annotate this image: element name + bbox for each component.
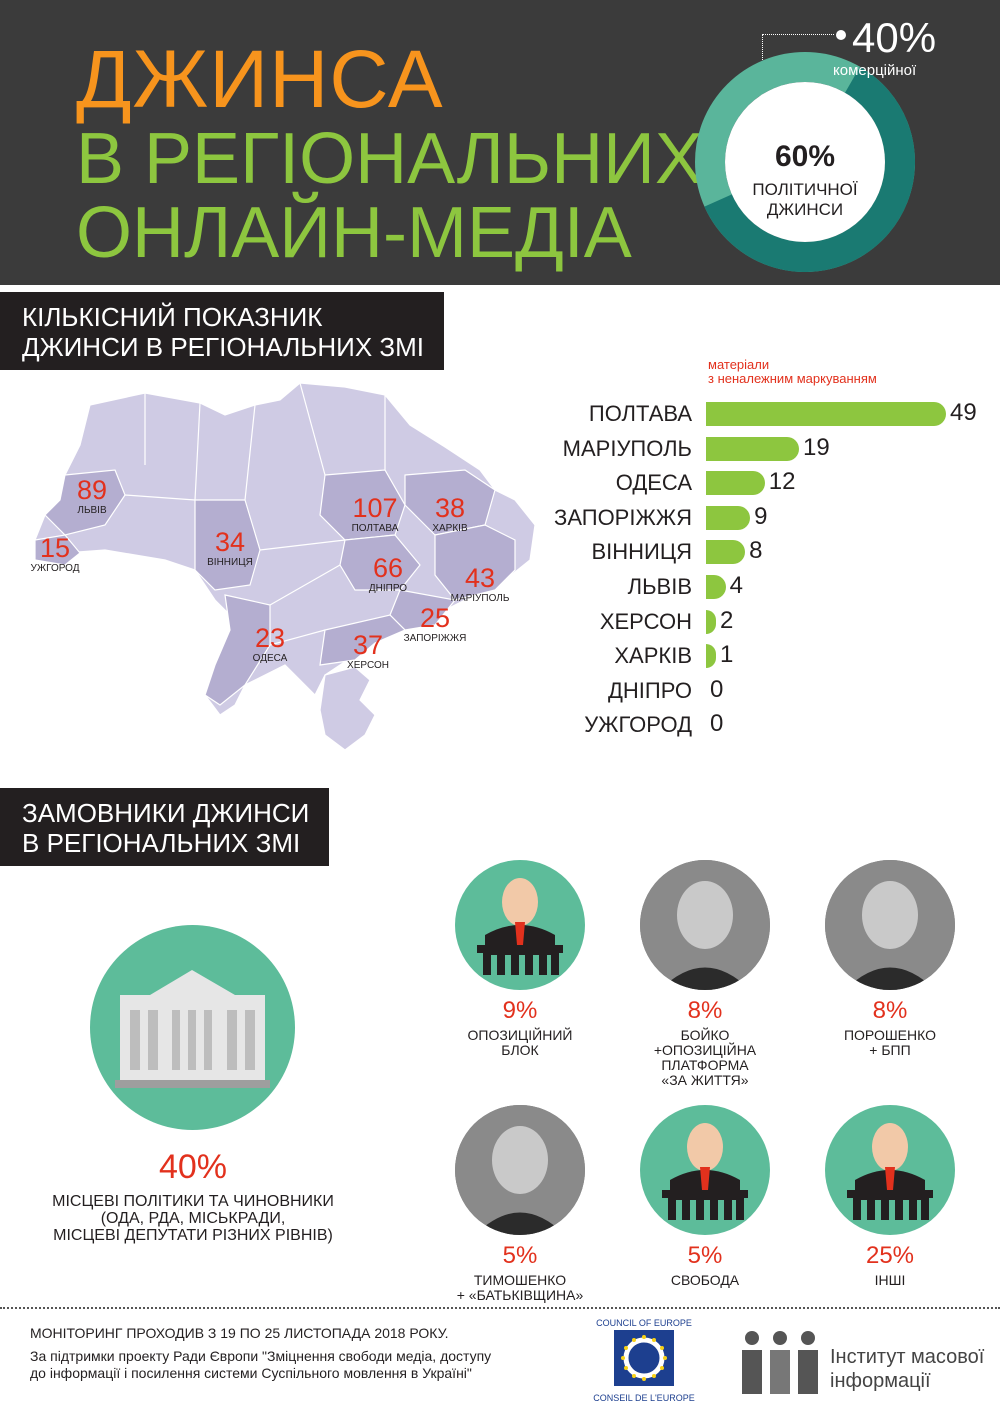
map-name-7: ЗАПОРІЖЖЯ (403, 633, 467, 644)
bar-label-7: ХАРКІВ (614, 643, 692, 669)
imi-logo-icon (740, 1330, 820, 1396)
section1-line2: ДЖИНСИ В РЕГІОНАЛЬНИХ ЗМІ (22, 332, 424, 362)
map-value-5: 66 (372, 553, 404, 583)
main-client-label (18, 1193, 368, 1244)
bar-label-4: ВІННИЦЯ (591, 539, 692, 565)
connector-dot (836, 30, 846, 40)
map-value-0: 89 (76, 475, 108, 505)
map-value-4: 38 (434, 493, 466, 523)
coe-bottom: CONSEIL DE L'EUROPE (593, 1393, 695, 1403)
political-percent: 60% (774, 140, 836, 173)
bar-label-8: ДНІПРО (607, 677, 692, 703)
client-percent-5: 25% (865, 1242, 915, 1269)
imi-text-2: інформації (830, 1370, 931, 1392)
main-client-percent: 40% (158, 1148, 228, 1186)
main-client-l2: (ОДА, РДА, МІСЬКРАДИ, (100, 1210, 286, 1227)
building-icon (90, 925, 295, 1130)
section1-heading (0, 292, 444, 370)
bar-5 (706, 575, 726, 599)
coe-emblem-icon (570, 1328, 718, 1388)
imi-logo-text (830, 1345, 984, 1393)
political-label (730, 180, 880, 220)
client-label-3: ТИМОШЕНКО + «БАТЬКІВЩИНА» (456, 1272, 584, 1303)
bar-label-6: ХЕРСОН (599, 608, 692, 634)
client-percent-1: 8% (687, 997, 723, 1024)
map-name-2: ВІННИЦЯ (207, 557, 253, 568)
client-label-1: БОЙКО +ОПОЗИЦІЙНА ПЛАТФОРМА «ЗА ЖИТТЯ» (653, 1027, 757, 1088)
bar-0 (706, 402, 946, 426)
connector-line-vertical (762, 34, 763, 60)
client-percent-3: 5% (502, 1242, 538, 1269)
bar-value-0: 49 (950, 399, 977, 426)
map-value-2: 34 (214, 527, 246, 557)
bar-label-3: ЗАПОРІЖЖЯ (554, 504, 692, 530)
footer-support: За підтримки проекту Ради Європи "Зміцнення свободи медіа, доступу до інформації і посилення системи Суспільного мовлення в Україні" (30, 1348, 492, 1381)
client-label-5: ІНШІ (874, 1272, 906, 1288)
client-percent-4: 5% (687, 1242, 723, 1269)
client-percent-0: 9% (502, 997, 538, 1024)
bar-label-5: ЛЬВІВ (627, 574, 692, 599)
map-value-8: 23 (254, 623, 286, 653)
map-name-4: ХАРКІВ (432, 523, 468, 534)
client-label-2: ПОРОШЕНКО + БПП (843, 1027, 937, 1058)
politician-icon (640, 1105, 770, 1235)
politician-photo (825, 860, 955, 990)
imi-text-1: Інститут масової (830, 1346, 985, 1368)
map-value-7: 25 (419, 603, 451, 633)
bar-label-2: ОДЕСА (615, 470, 692, 496)
main-client-l1: МІСЦЕВІ ПОЛІТИКИ ТА ЧИНОВНИКИ (52, 1193, 334, 1210)
title-line-3: ОНЛАЙН-МЕДІА (76, 193, 632, 273)
bar-value-6: 2 (720, 606, 734, 634)
building-circle (90, 925, 295, 1130)
bar-value-4: 8 (749, 537, 763, 565)
political-label-2: ДЖИНСИ (766, 200, 844, 219)
map-value-9: 37 (352, 630, 384, 660)
map-name-8: ОДЕСА (252, 653, 288, 664)
map-name-6: МАРІУПОЛЬ (450, 593, 510, 604)
title-line-2: В РЕГІОНАЛЬНИХ (76, 119, 703, 199)
map-name-3: ПОЛТАВА (351, 523, 399, 534)
bar-value-3: 9 (754, 502, 768, 530)
map-name-1: УЖГОРОД (30, 563, 80, 574)
section1-line1: КІЛЬКІСНИЙ ПОКАЗНИК (22, 302, 323, 332)
politician-icon (455, 860, 585, 990)
commercial-label: комерційної (833, 62, 917, 79)
map-value-6: 43 (464, 563, 496, 593)
map-value-3: 107 (352, 493, 398, 523)
bar-value-8: 0 (710, 675, 724, 703)
coe-top: COUNCIL OF EUROPE (596, 1318, 692, 1328)
bar-value-7: 1 (720, 641, 734, 669)
map-value-1: 15 (39, 533, 71, 563)
map-name-5: ДНІПРО (368, 583, 408, 594)
council-of-europe-logo (570, 1318, 718, 1408)
commercial-percent: 40% (852, 14, 937, 61)
bar-7 (706, 644, 716, 668)
footer-monitoring: МОНІТОРИНГ ПРОХОДИВ З 19 ПО 25 ЛИСТОПАДА 2018 РОКУ. (30, 1325, 449, 1341)
bar-value-5: 4 (729, 572, 743, 599)
bar-value-2: 12 (768, 468, 796, 496)
politician-photo (455, 1105, 585, 1235)
politician-icon (825, 1105, 955, 1235)
section2-heading (0, 788, 329, 866)
chart-title: матеріали з неналежним маркуванням (708, 357, 877, 386)
bar-6 (706, 610, 716, 634)
section2-line2: В РЕГІОНАЛЬНИХ ЗМІ (22, 828, 301, 858)
title-line-1: ДЖИНСА (76, 34, 444, 125)
map-name-9: ХЕРСОН (347, 660, 389, 671)
bar-value-9: 0 (710, 710, 724, 738)
bar-1 (706, 437, 799, 461)
footer-divider (0, 1307, 1000, 1309)
main-client-l3: МІСЦЕВІ ДЕПУТАТИ РІЗНИХ РІВНІВ) (53, 1227, 333, 1244)
bar-label-9: УЖГОРОД (584, 712, 692, 738)
bar-value-1: 19 (803, 433, 830, 461)
client-label-4: СВОБОДА (670, 1272, 740, 1288)
bar-4 (706, 540, 745, 564)
bar-label-1: МАРІУПОЛЬ (562, 435, 692, 461)
map-name-0: ЛЬВІВ (77, 505, 107, 516)
section2-line1: ЗАМОВНИКИ ДЖИНСИ (22, 798, 310, 828)
connector-line (762, 34, 834, 35)
bar-2 (706, 471, 765, 495)
client-label-0: ОПОЗИЦІЙНИЙ БЛОК (467, 1027, 573, 1058)
political-label-1: ПОЛІТИЧНОЇ (752, 180, 858, 199)
bar-3 (706, 506, 750, 530)
bar-label-0: ПОЛТАВА (588, 401, 692, 426)
politician-photo (640, 860, 770, 990)
client-percent-2: 8% (872, 997, 908, 1024)
